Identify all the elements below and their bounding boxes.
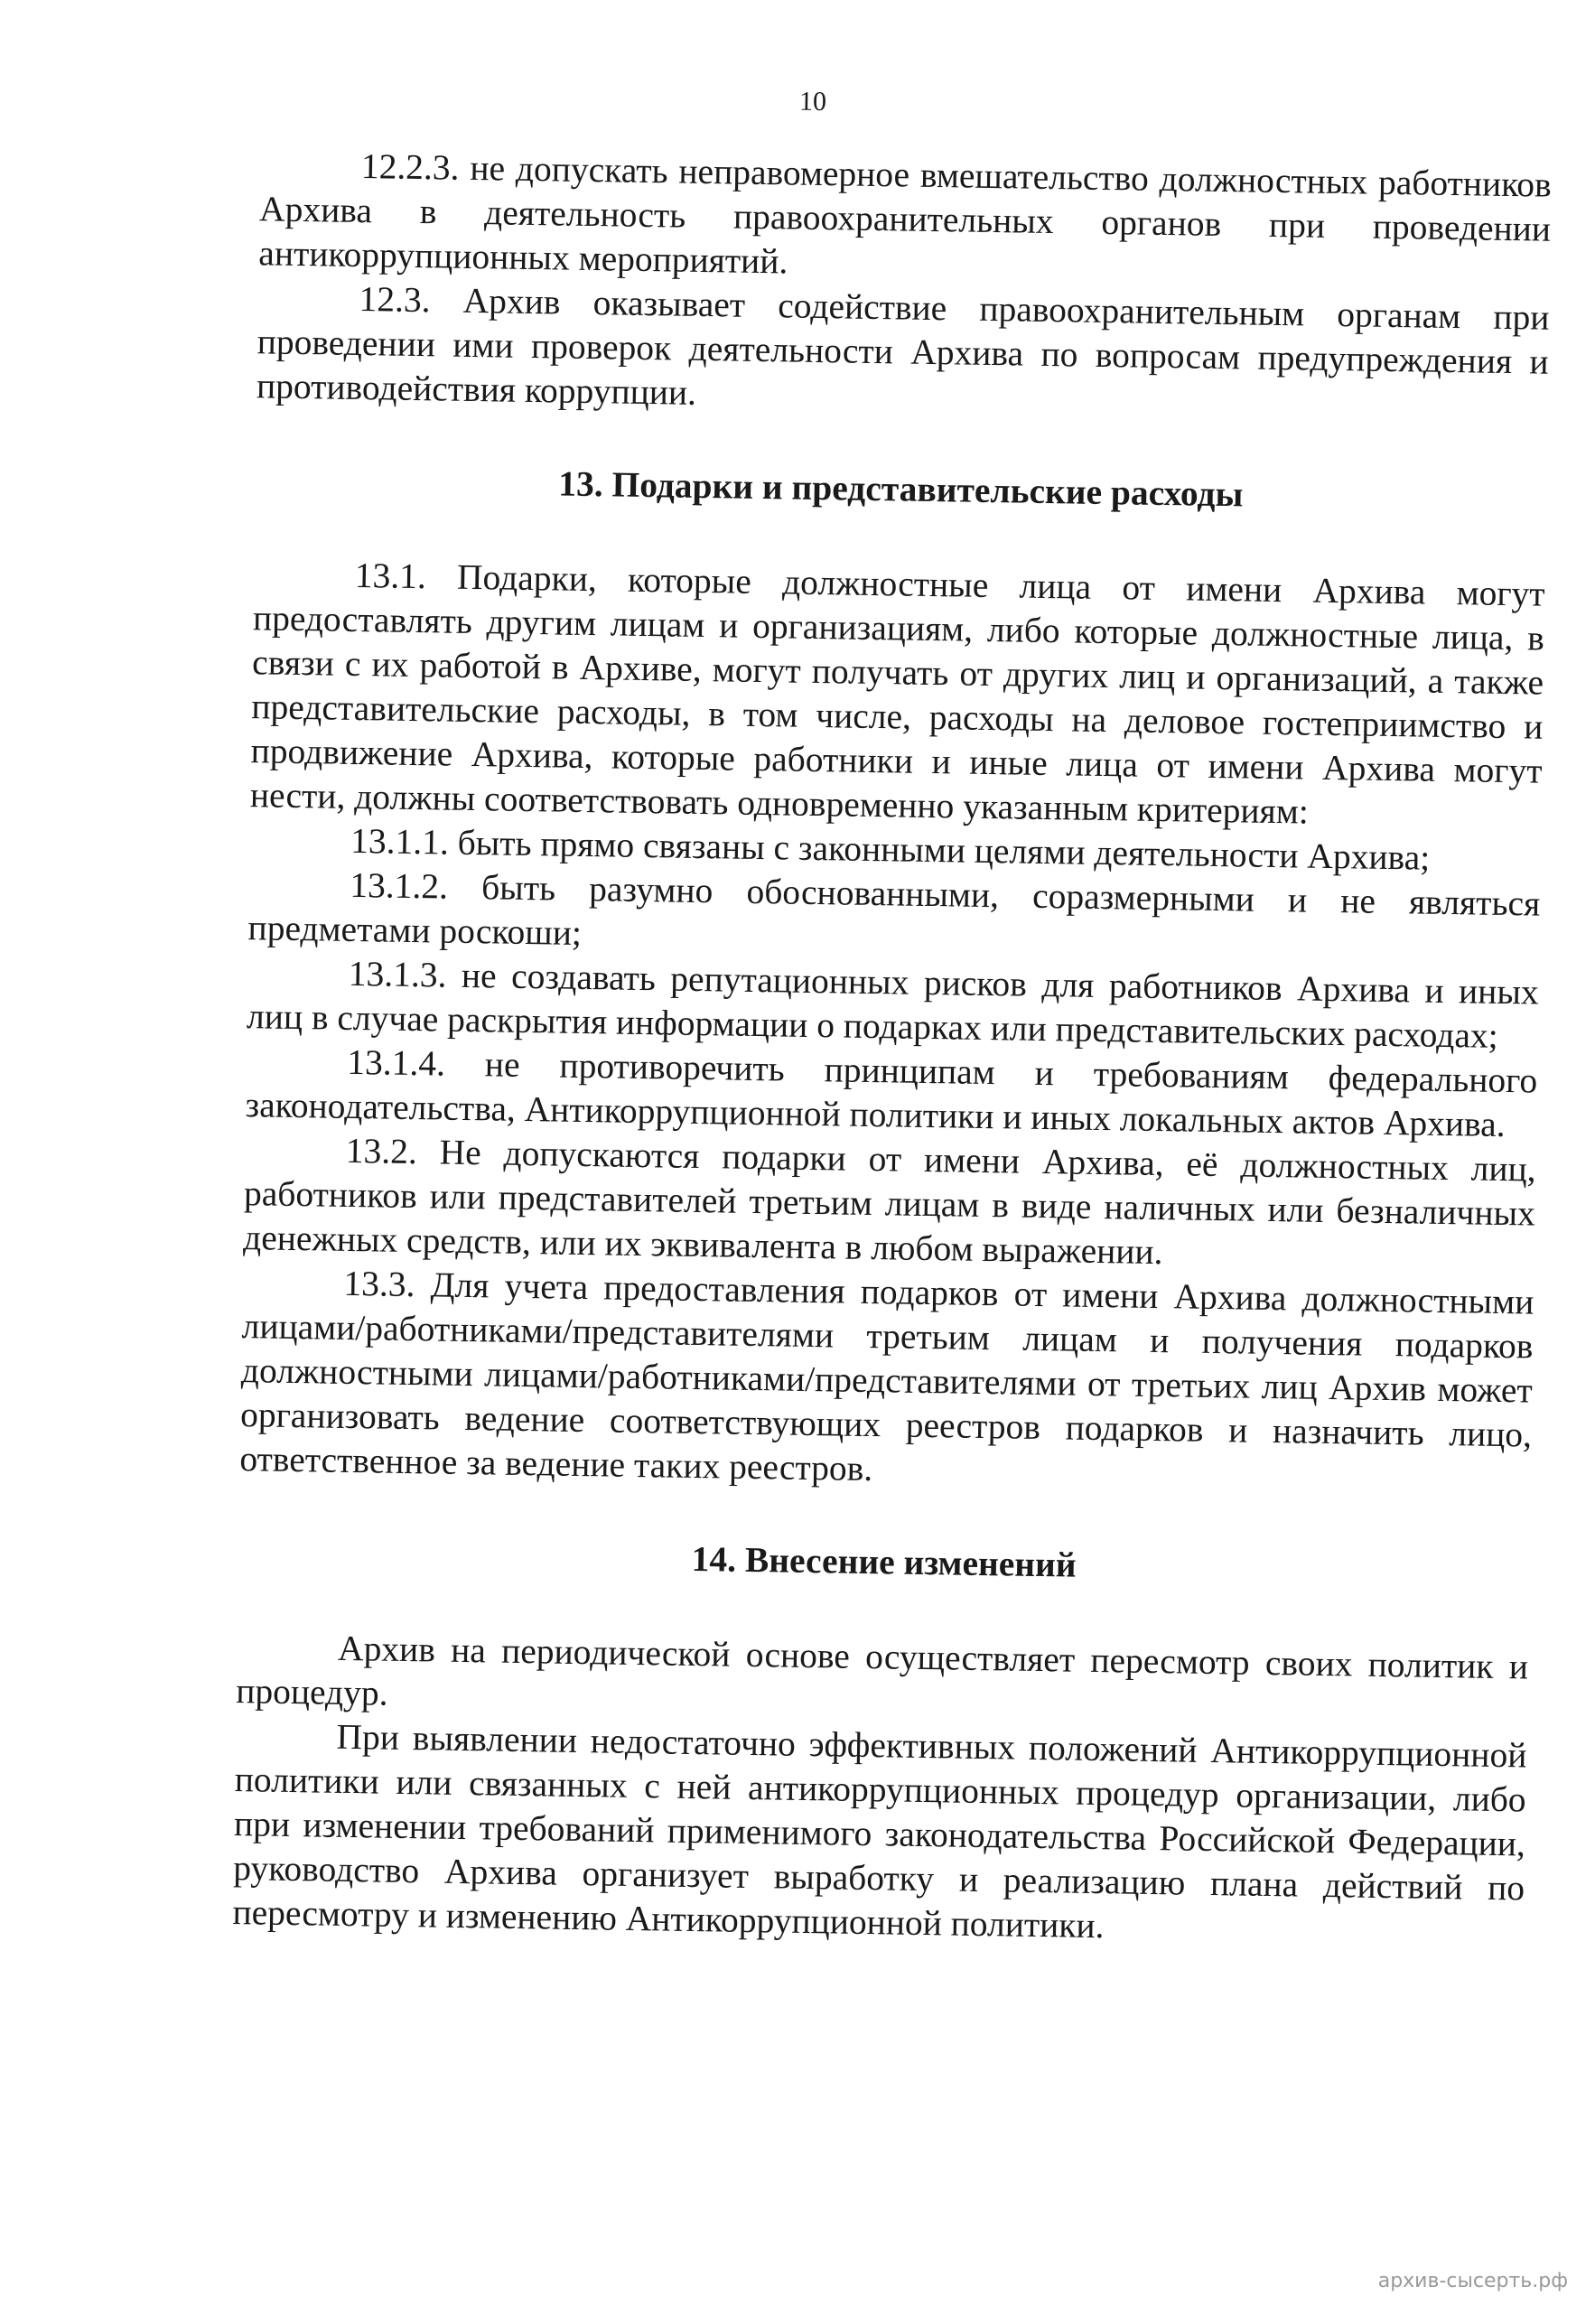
paragraph-13-1-3: 13.1.3. не создавать репутационных рисков для работников Архива и иных лиц в случае раскрытия информации о подарках или представительских расходах; (246, 953, 1540, 1056)
section-heading-13: 13. Подарки и представительские расходы (557, 463, 1244, 515)
paragraph-14-1: Архив на периодической основе осуществляет пересмотр своих политик и процедур. (236, 1628, 1529, 1713)
paragraph-13-3: 13.3. Для учета предоставления подарков от имени Архива должностными лицами/работниками/представителями третьим лицам и получения подарков должностными лицами/работниками/представителями от третьих лиц Архив может организовать ведение соответствующих реестров подарков и назначить лицо, ответственное за ведение таких реестров. (239, 1263, 1534, 1489)
paragraph-13-1-2: 13.1.2. быть разумно обоснованными, соразмерными и не являться предметами роскоши; (247, 864, 1541, 953)
paragraph-12-2-3: 12.2.3. не допускать неправомерное вмешательство должностных работников Архива в деятельность правоохранительных органов при проведении антикоррупционных мероприятий. (258, 146, 1553, 282)
paragraph-12-3: 12.3. Архив оказывает содействие правоохранительным органам при проведении ими проверок деятельности Архива по вопросам предупреждения и противодействия коррупции. (256, 279, 1550, 413)
document-body (232, 143, 1552, 1955)
paragraph-13-1: 13.1. Подарки, которые должностные лица от имени Архива могут предоставлять другим лицам и организациям, либо которые должностные лица, в связи с их работой в Архиве, могут получать от других лиц и организаций, а также представительские расходы, в том числе, расходы на деловое гостеприимство и продвижение Архива, которые работники и иные лица от имени Архива могут нести, должны соответствовать одновременно указанным критериям: (249, 555, 1545, 832)
paragraph-13-2: 13.2. Не допускаются подарки от имени Архива, её должностных лиц, работников или представителей третьим лицам в виде наличных или безналичных денежных средств, или их эквивалента в любом выражении. (242, 1130, 1536, 1273)
page-number: 10 (798, 86, 827, 117)
paragraph-14-2: При выявлении недостаточно эффективных положений Антикоррупционной политики или связанных с ней антикоррупционных процедур организации, либо при изменении требований применимого законодательства Российской Федерации, руководство Архива организует выработку и реализацию плана действий по пересмотру и изменению Антикоррупционной политики. (232, 1716, 1527, 1946)
section-heading-14: 14. Внесение изменений (691, 1538, 1077, 1585)
paragraph-13-1-1: 13.1.1. быть прямо связаны с законными целями деятельности Архива; (350, 820, 1431, 878)
paragraph-13-1-4: 13.1.4. не противоречить принципам и требованиям федерального законодательства, Антикоррупционной политики и иных локальных актов Архива. (245, 1041, 1538, 1145)
watermark: архив-сысерть.рф (1377, 2270, 1568, 2292)
